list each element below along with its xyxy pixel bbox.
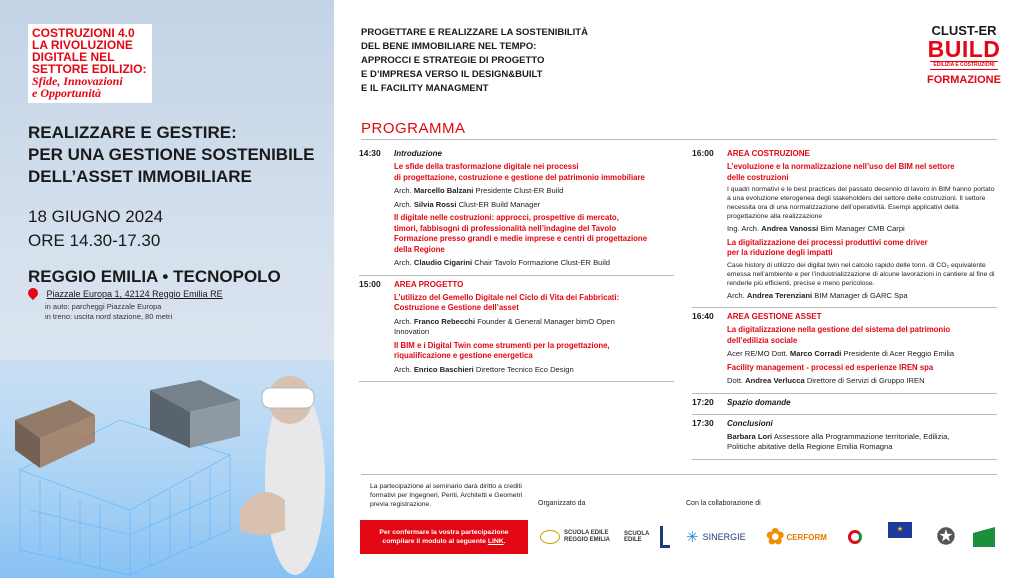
- event-title: [28, 122, 328, 188]
- series-badge: [28, 24, 152, 103]
- programme-column-left: [359, 145, 674, 382]
- speaker-prefix: Arch.: [727, 290, 745, 300]
- speaker-prefix: Arch.: [394, 199, 412, 209]
- scuola-edile-mo-logo: [624, 522, 670, 552]
- divider: [359, 381, 674, 382]
- organized-by-label: Organizzato da: [538, 500, 586, 507]
- speaker-role: Clust-ER Build Manager: [458, 199, 541, 209]
- emilia-romagna-logo: [970, 522, 998, 552]
- slot-time: 14:30: [359, 148, 381, 158]
- italian-republic-emblem: [934, 522, 958, 552]
- slot-time: 15:00: [359, 278, 381, 289]
- speaker-name: Enrico Baschieri: [413, 364, 474, 374]
- speaker-name: Marco Corradi: [789, 349, 842, 358]
- speaker: [394, 365, 674, 376]
- talk-title-line: timori, fabbisogni di professionalità nell’indagine del Tavolo: [394, 223, 617, 233]
- series-line: LA RIVOLUZIONE: [32, 38, 133, 52]
- talk-title: [394, 341, 674, 362]
- talk-title-line: Il digitale nelle costruzioni: approcci, prospettive di mercato,: [394, 213, 619, 222]
- slot-time: 16:00: [692, 148, 714, 158]
- header-line: E D’IMPRESA VERSO IL DESIGN&BUILT: [361, 69, 543, 80]
- slot-time: 17:30: [692, 417, 714, 428]
- event-title-line: PER UNA GESTIONE SOSTENIBILE: [28, 145, 315, 164]
- header-line: E IL FACILITY MANAGMENT: [361, 83, 489, 94]
- slot-section: Spazio domande: [727, 397, 791, 407]
- speaker-name: Andrea Vanossi: [761, 224, 819, 233]
- region-mark-icon: [973, 527, 995, 547]
- slot-time: 16:40: [692, 311, 714, 321]
- speaker: [394, 186, 674, 197]
- event-place: REGGIO EMILIA • TECNOPOLO: [28, 267, 281, 286]
- talk-title-line: riqualificazione e gestione energetica: [394, 351, 533, 360]
- speaker: [727, 376, 997, 387]
- speaker: [394, 200, 674, 211]
- slot-section: AREA PROGETTO: [394, 279, 464, 289]
- talk-title-line: della Regione: [394, 244, 445, 254]
- speaker-name: Barbara Lori: [727, 431, 773, 441]
- programme-slot: [692, 394, 997, 408]
- talk-title-line: dell’edilizia sociale: [727, 335, 798, 345]
- talk-title-line: Le sfide della trasformazione digitale nei processi: [394, 162, 579, 171]
- scuola-l-icon: [660, 526, 670, 548]
- speaker-role: Chair Tavolo Formazione Clust-ER Build: [474, 258, 610, 267]
- speaker-role: BIM Manager di GARC Spa: [814, 290, 908, 300]
- speaker-role: Founder & General Manager bimO Open: [477, 316, 615, 326]
- speaker-role: Bim Manager CMB Carpi: [820, 224, 905, 233]
- speaker: [727, 291, 997, 302]
- speaker: [727, 432, 997, 443]
- slot-section: AREA COSTRUZIONE: [727, 149, 810, 158]
- talk-title-line: Formazione presso grandi e medie imprese e centri di progettazione: [394, 234, 648, 243]
- speaker-role-cont: Innovation: [394, 327, 430, 336]
- event-date: 18 GIUGNO 2024: [28, 207, 164, 226]
- event-title-line: DELL’ASSET IMMOBILIARE: [28, 167, 252, 186]
- cta-line-2: compilare il modulo al seguente LINK.: [382, 538, 506, 545]
- talk-title: [727, 363, 997, 374]
- registration-link[interactable]: LINK: [487, 538, 504, 545]
- logo-subtitle: EDILIZIA E COSTRUZIONI: [930, 61, 998, 70]
- speaker: [727, 349, 997, 360]
- sinergie-star-icon: ✳: [686, 529, 699, 546]
- speaker-name: Silvia Rossi: [413, 199, 457, 209]
- talk-description: Case history di utilizzo dei digital twin nel calcolo rapido delle tonn. di CO₂ equivalente emessa nell’ambiente e per l’industrializzazione di alcune lavorazioni in cantiere al fine di renderle più efficienti, precise e meno pericolose.: [727, 261, 995, 287]
- digital-building-illustration: [0, 360, 334, 578]
- speaker-prefix: Dott.: [727, 376, 744, 385]
- series-subtitle: e Opportunità: [32, 86, 102, 100]
- programma-title: PROGRAMMA: [361, 120, 466, 137]
- event-title-line: REALIZZARE E GESTIRE:: [28, 123, 237, 142]
- cta-text: compilare il modulo al seguente: [382, 538, 486, 545]
- talk-title: [394, 213, 674, 255]
- speaker-prefix: Arch.: [394, 316, 412, 326]
- series-line: COSTRUZIONI 4.0: [32, 26, 135, 40]
- talk-title-line: delle costruzioni: [727, 172, 789, 182]
- scuola-emblem-icon: [540, 530, 560, 544]
- cerform-flower-icon: ✿: [766, 524, 785, 549]
- programme-slot: [359, 145, 674, 269]
- cerform-logo: [766, 522, 830, 552]
- header-line: DEL BENE IMMOBILIARE NEL TEMPO:: [361, 41, 537, 52]
- divider: [692, 459, 997, 460]
- speaker-name: Claudio Cigarini: [413, 258, 473, 267]
- talk-title-line: Il BIM e i Digital Twin come strumenti per la progettazione,: [394, 340, 610, 350]
- scuola-edile-re-logo: [540, 522, 614, 552]
- slot-section: AREA GESTIONE ASSET: [727, 312, 822, 321]
- talk-title: [394, 293, 674, 314]
- speaker-role: Direttore di Servizi di Gruppo IREN: [806, 376, 925, 385]
- talk-title-line: L’utilizzo del Gemello Digitale nel Ciclo di Vita dei Fabbricati:: [394, 292, 620, 302]
- speaker-role: Assessore alla Programmazione territoriale, Edilizia,: [773, 431, 950, 441]
- slot-time: 17:20: [692, 396, 714, 407]
- talk-title: [727, 238, 997, 259]
- speaker-prefix: Arch.: [394, 258, 412, 267]
- programme-slot: [359, 276, 674, 376]
- programme-slot: [692, 145, 997, 301]
- talk-title-line: di progettazione, costruzione e gestione del patrimonio immobiliare: [394, 172, 645, 182]
- speaker-prefix: Acer RE/MO Dott.: [727, 349, 788, 358]
- logo-text: SCUOLA EDILE: [624, 531, 650, 543]
- speaker-name: Franco Rebecchi: [413, 316, 476, 326]
- speaker-role: Direttore Tecnico Eco Design: [475, 364, 574, 374]
- eu-flag-logo: [884, 522, 916, 552]
- collaboration-label: Con la collaborazione di: [686, 500, 761, 507]
- speaker-name: Marcello Balzani: [413, 186, 474, 195]
- event-time: ORE 14.30-17.30: [28, 231, 161, 250]
- left-panel: [0, 0, 334, 578]
- clust-er-build-logo: [926, 24, 1002, 87]
- fondazione-logo: [840, 522, 870, 552]
- speaker-role: Presidente Clust-ER Build: [475, 186, 564, 195]
- programme-slot: [692, 308, 997, 387]
- speaker-prefix: Ing. Arch.: [727, 224, 760, 233]
- series-subtitle: Sfide, Innovazioni: [32, 74, 123, 88]
- cta-line: Per confermare la vostra partecipazione: [379, 529, 509, 536]
- address-link[interactable]: Piazzale Europa 1, 42124 Reggio Emilia RE: [46, 289, 223, 299]
- speaker-name: Andrea Terenziani: [746, 290, 813, 300]
- fondazione-mark-icon: [848, 530, 862, 544]
- programme-column-right: [692, 145, 997, 460]
- divider: [361, 474, 997, 475]
- eu-flag-icon: ★: [888, 522, 912, 538]
- speaker: [394, 258, 674, 269]
- speaker-role-cont: Politiche abitative della Regione Emilia Romagna: [727, 442, 893, 451]
- sinergie-logo: [686, 522, 760, 552]
- credits-note: La partecipazione al seminario darà diritto a crediti formativi per Ingegneri, Periti, Architetti e Geometri previa registrazione.: [370, 483, 523, 508]
- logo-formazione: FORMAZIONE: [927, 74, 1001, 86]
- speaker-prefix: Arch.: [394, 186, 412, 195]
- talk-title-line: La digitalizzazione dei processi produttivi come driver: [727, 237, 928, 247]
- slot-section: Introduzione: [394, 149, 442, 158]
- star-emblem-icon: ✪: [936, 524, 956, 549]
- speaker-prefix: Arch.: [394, 364, 412, 374]
- address-row: [28, 288, 223, 300]
- talk-title-line: Facility management - processi ed esperienze IREN spa: [727, 362, 934, 372]
- directions-train: in treno: uscita nord stazione, 80 metri: [45, 312, 173, 321]
- speaker-role: Presidente di Acer Reggio Emilia: [843, 349, 955, 358]
- series-line: DIGITALE NEL: [32, 50, 115, 64]
- logo-top: CLUST-ER: [931, 23, 997, 38]
- talk-title: [394, 162, 674, 183]
- speaker-name: Andrea Verlucca: [745, 376, 805, 385]
- logo-text: SINERGIE: [702, 532, 746, 542]
- logo-build: BUILD: [927, 36, 1001, 62]
- programme-header: [361, 26, 691, 96]
- logo-text: SCUOLA EDILE REGGIO EMILIA: [564, 530, 611, 543]
- talk-title-line: per la riduzione degli impatti: [727, 248, 833, 257]
- speaker: [394, 317, 674, 328]
- programme-slot: [692, 415, 997, 453]
- slot-section: Conclusioni: [727, 418, 773, 428]
- speaker: [727, 224, 997, 235]
- divider: [361, 139, 997, 140]
- header-line: APPROCCI E STRATEGIE DI PROGETTO: [361, 55, 545, 66]
- talk-description: I quadri normativi e le best practices del passato decennio di lavoro in BIM hanno portato a una evoluzione eterogenea degli stakeholders del settore delle costruzioni. Il settore necessita ora di una normalizzazione dell’operatività. Esempi applicativi della progettazione alla realizzazione: [727, 186, 995, 220]
- header-line: PROGETTARE E REALIZZARE LA SOSTENIBILITÀ: [361, 27, 588, 38]
- talk-title-line: L’evoluzione e la normalizzazione nell’uso del BIM nel settore: [727, 162, 955, 171]
- talk-title: [727, 325, 997, 346]
- directions-car: in auto: parcheggi Piazzale Europa: [45, 302, 162, 311]
- talk-title: [727, 162, 997, 183]
- series-line: SETTORE EDILIZIO:: [32, 62, 147, 76]
- talk-title-line: La digitalizzazione nella gestione del sistema del patrimonio: [727, 325, 951, 334]
- registration-banner[interactable]: [360, 520, 528, 554]
- map-pin-icon: [26, 286, 40, 300]
- talk-title-line: Costruzione e Gestione dell’asset: [394, 303, 519, 312]
- logo-text: CERFORM: [786, 532, 827, 542]
